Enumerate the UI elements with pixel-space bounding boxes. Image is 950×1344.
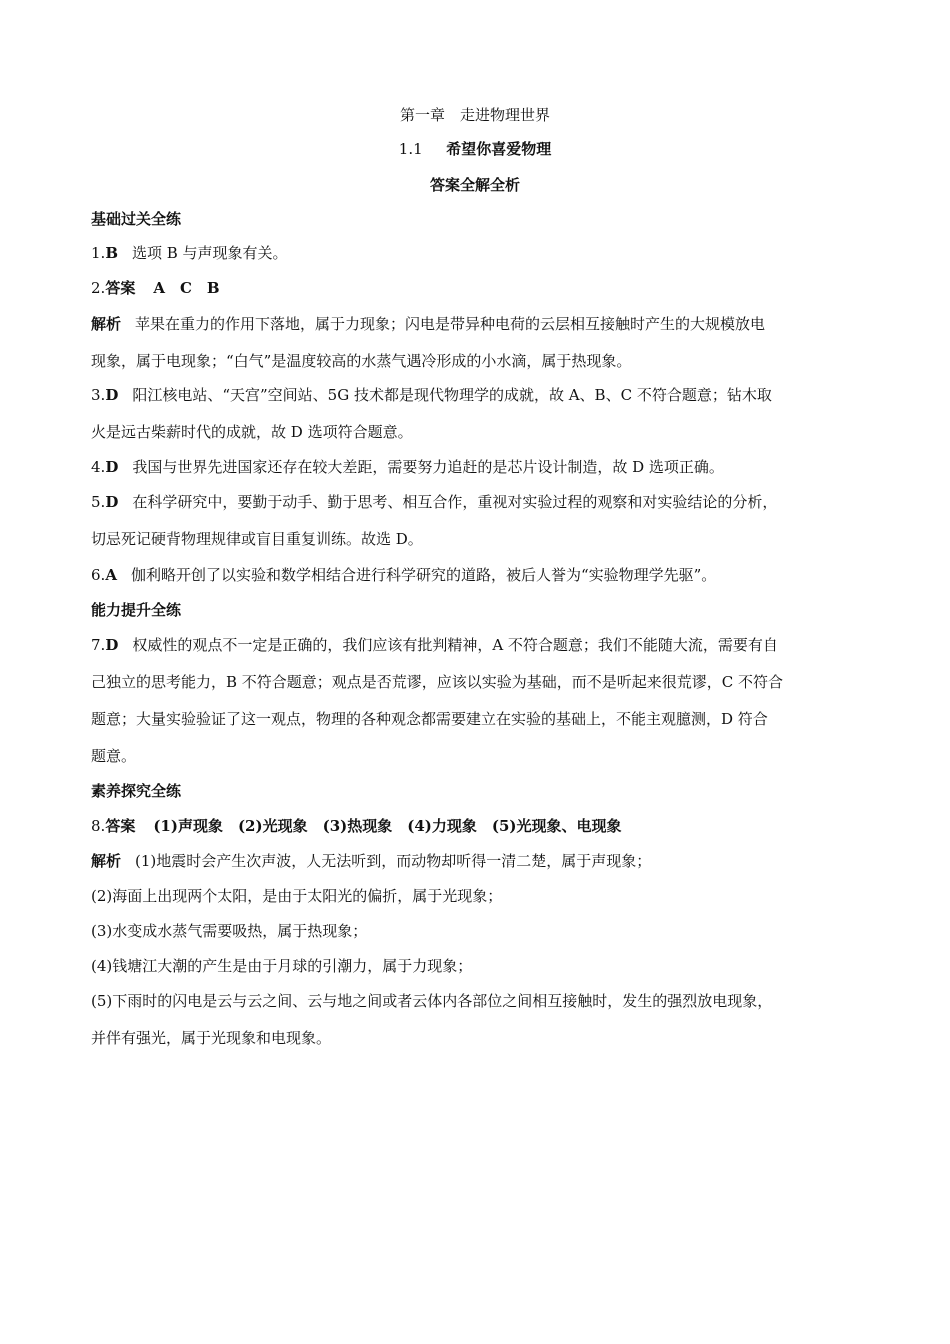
answer-q7-line4: 题意。 bbox=[91, 747, 137, 765]
answer-subtitle: 答案全解全析 bbox=[429, 176, 520, 194]
section-heading-ability: 能力提升全练 bbox=[91, 601, 182, 619]
explanation-q2-line1 bbox=[91, 313, 765, 334]
answer-letter: A bbox=[105, 566, 117, 584]
answer-q7-line1 bbox=[91, 634, 778, 655]
answer-q7-line2: 己独立的思考能力，B 不符合题意；观点是否荒谬，应该以实验为基础，而不是听起来很荒谬，C 不符合 bbox=[91, 673, 784, 691]
explanation-label: 解析 bbox=[91, 852, 122, 870]
answer-letter: D bbox=[105, 493, 119, 511]
section-heading-basic: 基础过关全练 bbox=[91, 210, 182, 228]
explanation-text: (1)地震时会产生次声波，人无法听到，而动物却听得一清二楚，属于声现象； bbox=[135, 852, 652, 870]
answer-label: 答案 bbox=[105, 817, 136, 835]
explanation-text: 我国与世界先进国家还存在较大差距，需要努力追赶的是芯片设计制造，故 D 选项正确。 bbox=[132, 458, 724, 476]
explanation-text: 伽利略开创了以实验和数学相结合进行科学研究的道路，被后人誉为“实验物理学先驱”。 bbox=[130, 566, 717, 584]
answer-letter: D bbox=[105, 386, 119, 404]
answer-q5-line1 bbox=[91, 491, 777, 512]
answer-q4 bbox=[91, 456, 724, 477]
explanation-text: 选项 B 与声现象有关。 bbox=[132, 244, 288, 262]
answer-q2 bbox=[91, 277, 220, 298]
explanation-text: 阳江核电站、“天宫”空间站、5G 技术都是现代物理学的成就，故 A、B、C 不符合题意；钻木取 bbox=[132, 386, 772, 404]
question-number: 5. bbox=[91, 493, 106, 511]
section-heading-literacy: 素养探究全练 bbox=[91, 782, 182, 800]
section-name: 希望你喜爱物理 bbox=[446, 140, 552, 158]
question-number: 4. bbox=[91, 458, 106, 476]
question-number: 8. bbox=[91, 817, 106, 835]
chapter-title: 第一章 走进物理世界 bbox=[399, 106, 550, 124]
explanation-q8-line5: (5)下雨时的闪电是云与云之间、云与地之间或者云体内各部位之间相互接触时，发生的强烈放电现象， bbox=[91, 992, 773, 1010]
explanation-q8-line2: (2)海面上出现两个太阳，是由于太阳光的偏折，属于光现象； bbox=[91, 887, 503, 905]
answer-q6 bbox=[91, 564, 716, 585]
answer-label: 答案 bbox=[105, 279, 136, 297]
explanation-q8-line3: (3)水变成水蒸气需要吸热，属于热现象； bbox=[91, 922, 368, 940]
explanation-text: 苹果在重力的作用下落地，属于力现象；闪电是带异种电荷的云层相互接触时产生的大规模放电 bbox=[135, 315, 766, 333]
explanation-text: 在科学研究中，要勤于动手、勤于思考、相互合作，重视对实验过程的观察和对实验结论的分析， bbox=[132, 493, 778, 511]
explanation-q8-line6: 并伴有强光，属于光现象和电现象。 bbox=[91, 1029, 332, 1047]
explanation-q2-line2: 现象，属于电现象；“白气”是温度较高的水蒸气遇冷形成的小水滴，属于热现象。 bbox=[91, 352, 632, 370]
explanation-label: 解析 bbox=[91, 315, 122, 333]
answer-letter: D bbox=[105, 636, 119, 654]
question-number: 2. bbox=[91, 279, 106, 297]
answer-letter: (1)声现象 (2)光现象 (3)热现象 (4)力现象 (5)光现象、电现象 bbox=[153, 817, 622, 835]
answer-q3-line2: 火是远古柴薪时代的成就，故 D 选项符合题意。 bbox=[91, 423, 413, 441]
answer-letter: A C B bbox=[153, 279, 220, 297]
explanation-q8-line1 bbox=[91, 850, 651, 871]
question-number: 6. bbox=[91, 566, 106, 584]
explanation-text: 权威性的观点不一定是正确的，我们应该有批判精神，A 不符合题意；我们不能随大流，需要有自 bbox=[132, 636, 778, 654]
answer-q5-line2: 切忌死记硬背物理规律或盲目重复训练。故选 D。 bbox=[91, 530, 423, 548]
question-number: 3. bbox=[91, 386, 106, 404]
answer-q8 bbox=[91, 815, 622, 836]
answer-q7-line3: 题意；大量实验验证了这一观点，物理的各种观念都需要建立在实验的基础上，不能主观臆测，D 符合 bbox=[91, 710, 768, 728]
question-number: 1. bbox=[91, 244, 106, 262]
answer-q1 bbox=[91, 242, 288, 263]
explanation-q8-line4: (4)钱塘江大潮的产生是由于月球的引潮力，属于力现象； bbox=[91, 957, 473, 975]
answer-q3-line1 bbox=[91, 384, 772, 405]
answer-letter: B bbox=[105, 244, 118, 262]
question-number: 7. bbox=[91, 636, 106, 654]
section-title bbox=[0, 138, 950, 159]
answer-letter: D bbox=[105, 458, 119, 476]
section-number: 1.1 bbox=[398, 140, 423, 158]
